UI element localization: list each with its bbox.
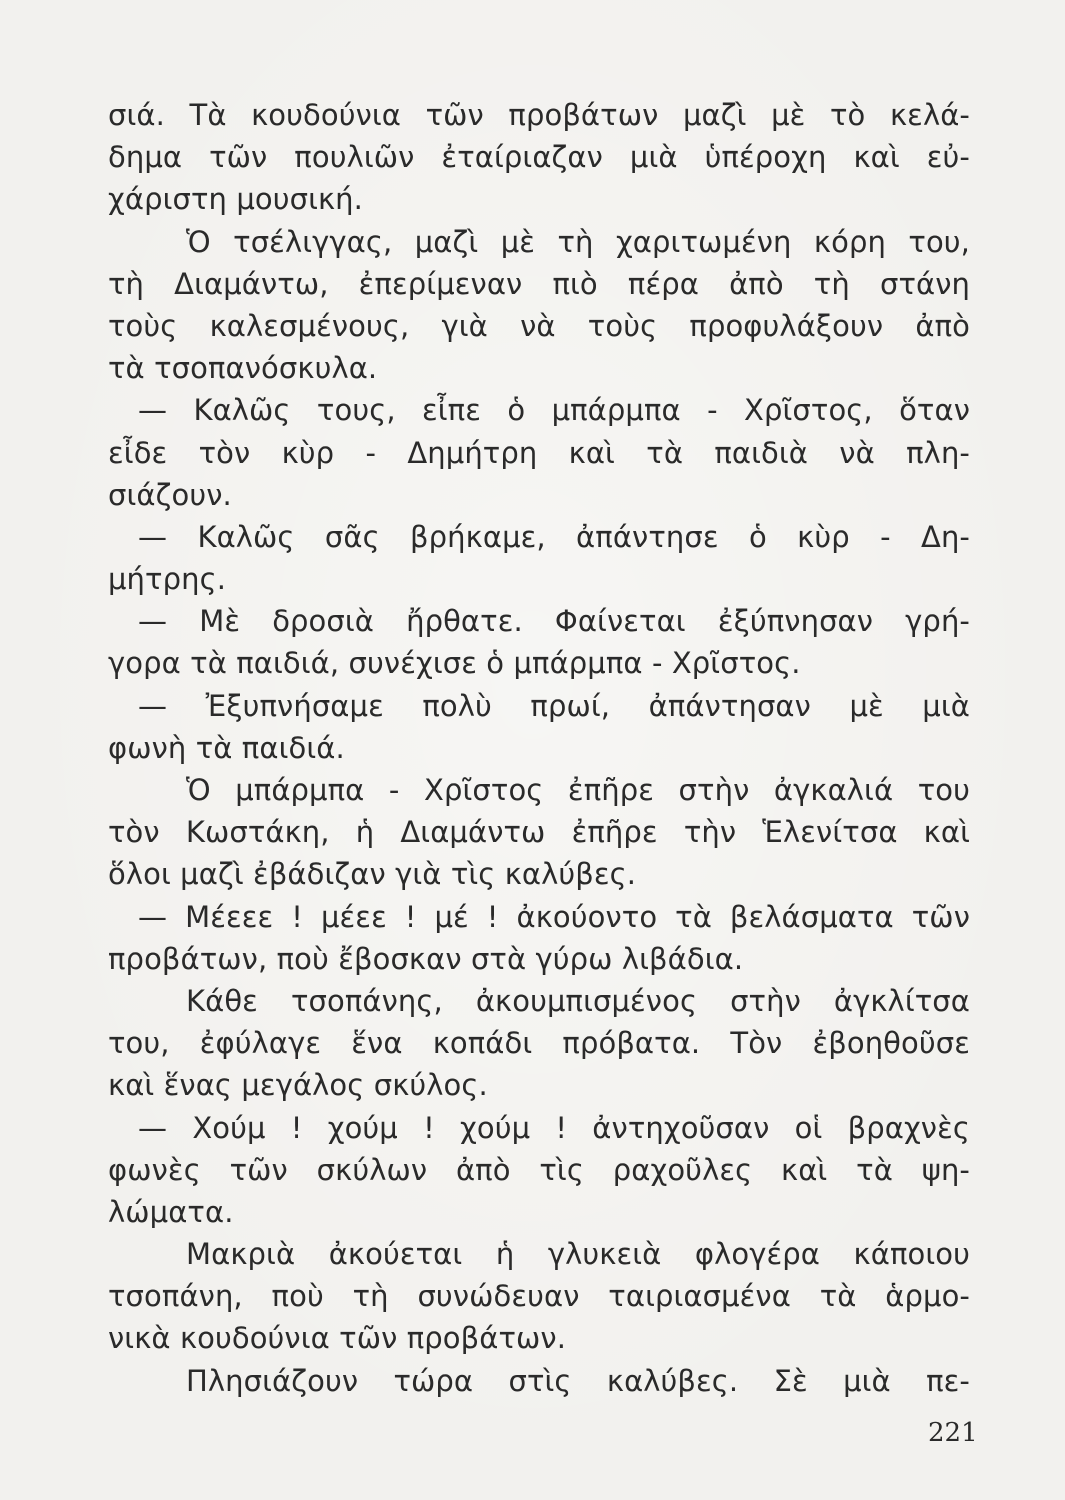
text-line: γορα τὰ παιδιά, συνέχισε ὁ μπάρμπα - Χρῖστος. xyxy=(108,646,801,681)
text-line: φωνὲς τῶν σκύλων ἀπὸ τὶς ραχοῦλες καὶ τὰ ψη- xyxy=(108,1152,970,1187)
text-line: τὴ Διαμάντω, ἐπερίμεναν πιὸ πέρα ἀπὸ τὴ στάνη xyxy=(108,266,970,301)
text-line: φωνὴ τὰ παιδιά. xyxy=(108,730,345,765)
text-line: — Ἐξυπνήσαμε πολὺ πρωί, ἀπάντησαν μὲ μιὰ xyxy=(138,688,970,723)
text-line: καὶ ἕνας μεγάλος σκύλος. xyxy=(108,1068,488,1103)
text-line: — Καλῶς σᾶς βρήκαμε, ἀπάντησε ὁ κὺρ - Δη- xyxy=(138,519,970,554)
text-line: σιά. Τὰ κουδούνια τῶν προβάτων μαζὶ μὲ τὸ κελά- xyxy=(108,98,970,132)
text-line: Ὁ τσέλιγγας, μαζὶ μὲ τὴ χαριτωμένη κόρη του, xyxy=(186,224,970,259)
text-line: Πλησιάζουν τώρα στὶς καλύβες. Σὲ μιὰ πε- xyxy=(186,1363,970,1398)
text-line: λώματα. xyxy=(108,1194,234,1229)
text-line: του, ἐφύλαγε ἕνα κοπάδι πρόβατα. Τὸν ἐβοηθοῦσε xyxy=(108,1026,970,1061)
text-line: — Χούμ ! χούμ ! χούμ ! ἀντηχοῦσαν οἱ βραχνὲς xyxy=(138,1110,970,1145)
text-line: εἶδε τὸν κὺρ - Δημήτρη καὶ τὰ παιδιὰ νὰ πλη- xyxy=(108,435,970,470)
text-line: Ὁ μπάρμπα - Χρῖστος ἐπῆρε στὴν ἀγκαλιά του xyxy=(186,773,970,807)
text-line: μήτρης. xyxy=(108,562,227,597)
text-line: Μακριὰ ἀκούεται ἡ γλυκειὰ φλογέρα κάποιου xyxy=(186,1237,970,1272)
text-line: ὅλοι μαζὶ ἐβάδιζαν γιὰ τὶς καλύβες. xyxy=(108,857,637,892)
text-line: νικὰ κουδούνια τῶν προβάτων. xyxy=(108,1321,567,1356)
text-line: τὰ τσοπανόσκυλα. xyxy=(108,351,378,386)
text-line: τσοπάνη, ποὺ τὴ συνώδευαν ταιριασμένα τὰ ἁρμο- xyxy=(108,1279,970,1314)
text-line: σιάζουν. xyxy=(108,477,232,512)
text-line: προβάτων, ποὺ ἔβοσκαν στὰ γύρω λιβάδια. xyxy=(108,941,744,976)
text-line: τὸν Κωστάκη, ἡ Διαμάντω ἐπῆρε τὴν Ἑλενίτσα καὶ xyxy=(108,815,970,850)
text-line: χάριστη μουσική. xyxy=(108,182,363,217)
text-line: δημα τῶν πουλιῶν ἐταίριαζαν μιὰ ὑπέροχη καὶ εὐ- xyxy=(108,140,970,175)
text-line: — Μέεεε ! μέεε ! μέ ! ἀκούοντο τὰ βελάσματα τῶν xyxy=(138,899,970,934)
text-line: — Μὲ δροσιὰ ἤρθατε. Φαίνεται ἐξύπνησαν γρή- xyxy=(138,604,970,639)
page-number: 221 xyxy=(928,1418,978,1448)
text-line: τοὺς καλεσμένους, γιὰ νὰ τοὺς προφυλάξουν ἀπὸ xyxy=(108,308,970,343)
body-text xyxy=(108,94,970,1402)
text-line: — Καλῶς τους, εἶπε ὁ μπάρμπα - Χρῖστος, ὅταν xyxy=(138,393,970,428)
text-line: Κάθε τσοπάνης, ἀκουμπισμένος στὴν ἀγκλίτσα xyxy=(186,983,970,1018)
